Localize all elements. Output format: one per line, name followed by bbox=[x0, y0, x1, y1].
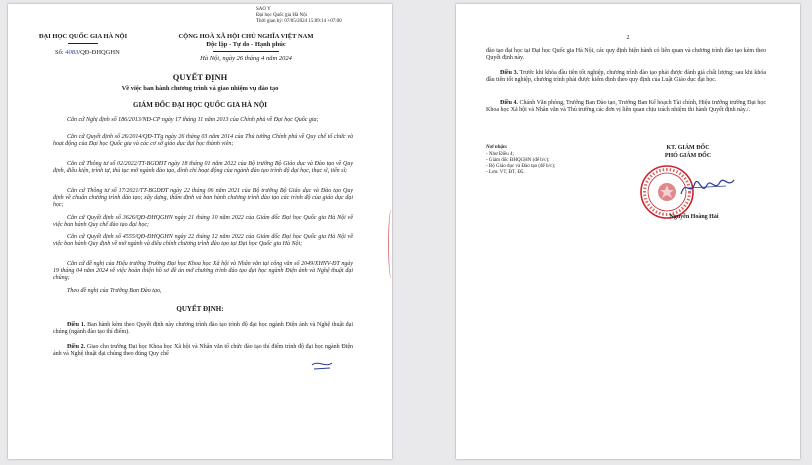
article-2: Điều 2. Giao cho trường Đại học Khoa học Xã hội và Nhân văn tổ chức đào tạo thí điểm trình độ đại học ngành Điện ảnh và Nghệ thuật đại chúng theo đúng Quy chế bbox=[53, 344, 354, 357]
legal-basis-paragraph: Căn cứ đề nghị của Hiệu trưởng Trường Đại học Khoa học Xã hội và Nhân văn tại công văn số 2049/XHNV-ĐT ngày 19 tháng 04 năm 2024 về việc hoàn thiện hồ sơ đề án mở chương trình đào tạo đại học ngành Điện ảnh và Nghệ thuật đại chúng; bbox=[53, 261, 353, 281]
legal-basis-paragraph: Theo đề nghị của Trưởng Ban Đào tạo, bbox=[67, 288, 162, 294]
signer-position: PHÓ GIÁM ĐỐC bbox=[664, 153, 712, 159]
legal-basis-paragraph: Căn cứ Quyết định số 3626/QĐ-ĐHQGHN ngày 21 tháng 10 năm 2022 của Giám đốc Đại học Quốc gia Hà Nội về việc ban hành Quy chế đào tạo đại học; bbox=[53, 215, 353, 228]
legal-basis-paragraph: Căn cứ Thông tư số 17/2021/TT-BGDĐT ngày 22 tháng 06 năm 2021 của Bộ trưởng Bộ Giáo dục và Đào tạo Quy định về chuẩn chương trình đào tạo; xây dựng, thẩm định và ban hành chương trình đào tạo các trình độ của giáo dục đại học; bbox=[53, 188, 353, 208]
decision-heading: QUYẾT ĐỊNH: bbox=[176, 305, 224, 313]
signer-title: KT. GIÁM ĐỐC bbox=[666, 145, 710, 151]
digital-stamp-line: Đại học Quốc gia Hà Nội bbox=[256, 13, 307, 18]
article-3: Điều 3. Trước khi khóa đầu tiên tốt nghiệp, chương trình đào tạo phải được đánh giá chất lượng; sau khi khóa đầu tiên tốt nghiệp, chương trình phải được kiểm định theo quy định của Luật Giáo dục đại học. bbox=[486, 70, 766, 83]
recipient-item: - Giám đốc ĐHQGHN (để b/c); bbox=[486, 158, 550, 163]
digital-stamp-line: SAO Y bbox=[256, 7, 271, 12]
article-2-continuation: đào tạo đại học tại Đại học Quốc gia Hà Nội, các quy định hiện hành có liên quan và chương trình đào tạo kèm theo Quyết định này. bbox=[486, 48, 766, 61]
recipient-item: - Lưu: VT, ĐT, Đ5. bbox=[486, 170, 525, 175]
document-number: Số: 4083/QĐ-ĐHQGHN bbox=[55, 49, 120, 56]
digital-stamp-line: Thời gian ký: 07/05/2024 15:09:14 +07:00 bbox=[256, 19, 342, 24]
recipient-item: - Như Điều 4; bbox=[486, 152, 514, 157]
handwritten-signature bbox=[678, 174, 738, 202]
article-4: Điều 4. Chánh Văn phòng, Trưởng Ban Đào tạo, Trưởng Ban Kế hoạch Tài chính, Hiệu trưởng trường Đại học Khoa học Xã hội và Nhân văn và Thủ trưởng các đơn vị liên quan chịu trách nhiệm thi hành Quyết định này./. bbox=[486, 100, 767, 113]
initials-mark bbox=[308, 359, 336, 373]
place-date: Hà Nội, ngày 26 tháng 4 năm 2024 bbox=[200, 55, 292, 62]
seal-edge-mark bbox=[388, 209, 392, 279]
signer-name: Nguyễn Hoàng Hải bbox=[669, 214, 719, 220]
legal-basis-paragraph: Căn cứ Thông tư số 02/2022/TT-BGDĐT ngày 18 tháng 01 năm 2022 của Bộ trưởng Bộ Giáo dục và Đào tạo về Quy định, điều kiện, trình tự, thủ tục mở ngành đào tạo, đình chỉ hoạt động của ngành đào tạo trình độ đại học, thạc sĩ, tiến sĩ; bbox=[53, 161, 353, 174]
legal-basis-paragraph: Căn cứ Quyết định số 26/2014/QĐ-TTg ngày 26 tháng 03 năm 2014 của Thủ tướng Chính phủ về Quy chế tổ chức và hoạt động của Đại học Quốc gia và các cơ sở giáo dục đại học thành viên; bbox=[53, 134, 353, 147]
legal-basis-paragraph: Căn cứ Nghị định số 186/2013/NĐ-CP ngày 17 tháng 11 năm 2013 của Chính phủ về Đại học Quốc gia; bbox=[67, 117, 319, 123]
republic-heading: CỘNG HOÀ XÃ HỘI CHỦ NGHĨA VIỆT NAM bbox=[178, 33, 314, 40]
document-title: QUYẾT ĐỊNH bbox=[172, 72, 228, 82]
recipient-item: - Bộ Giáo dục và Đào tạo (để b/c); bbox=[486, 164, 556, 169]
document-page-1 bbox=[8, 4, 392, 459]
legal-basis-paragraph: Căn cứ Quyết định số 4555/QĐ-ĐHQGHN ngày 22 tháng 12 năm 2022 của Giám đốc Đại học Quốc gia Hà Nội về việc ban hành Quy định về mở ngành và điều chỉnh chương trình đào tạo tại Đại học Quốc gia Hà Nội; bbox=[53, 234, 353, 247]
issuing-authority: GIÁM ĐỐC ĐẠI HỌC QUỐC GIA HÀ NỘI bbox=[133, 101, 267, 109]
issuing-org: ĐẠI HỌC QUỐC GIA HÀ NỘI bbox=[38, 33, 128, 40]
motto-underline bbox=[213, 51, 279, 52]
article-1: Điều 1. Ban hành kèm theo Quyết định này chương trình đào tạo trình độ đại học ngành Điện ảnh và Nghệ thuật đại chúng (ngành đào tạo thí điểm). bbox=[53, 322, 354, 335]
recipients-title: Nơi nhận: bbox=[486, 145, 508, 150]
document-subtitle: Về việc ban hành chương trình và giao nhiệm vụ đào tạo bbox=[121, 85, 279, 92]
national-motto: Độc lập - Tự do - Hạnh phúc bbox=[206, 41, 286, 48]
page-number: 2 bbox=[626, 35, 630, 41]
document-page-2 bbox=[456, 4, 800, 459]
org-underline bbox=[68, 43, 98, 44]
